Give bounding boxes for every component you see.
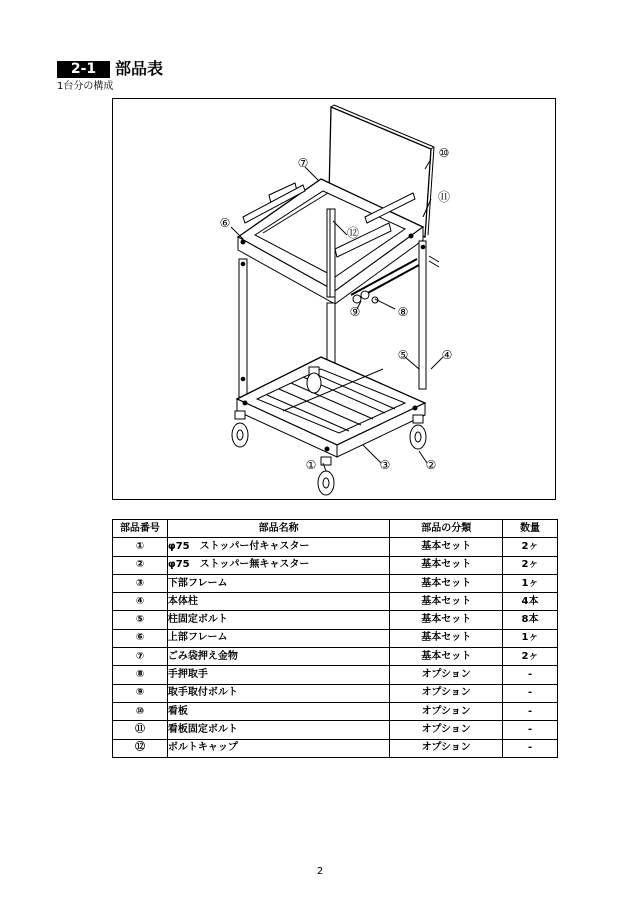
part-name: 看板 bbox=[167, 702, 389, 720]
part-quantity: - bbox=[503, 684, 558, 702]
part-category: オプション bbox=[390, 721, 503, 739]
part-name: 本体柱 bbox=[167, 593, 389, 611]
header-part-category: 部品の分類 bbox=[390, 520, 503, 538]
table-row bbox=[113, 648, 558, 666]
part-quantity: 2ヶ bbox=[503, 538, 558, 556]
callout-11: ⑪ bbox=[437, 190, 451, 204]
part-quantity: 2ヶ bbox=[503, 648, 558, 666]
callout-10: ⑩ bbox=[438, 146, 450, 160]
part-quantity: - bbox=[503, 721, 558, 739]
part-name: 上部フレーム bbox=[167, 629, 389, 647]
part-quantity: - bbox=[503, 702, 558, 720]
callout-7: ⑦ bbox=[297, 156, 309, 170]
part-category: 基本セット bbox=[390, 574, 503, 592]
table-row bbox=[113, 593, 558, 611]
part-name: 取手取付ボルト bbox=[167, 684, 389, 702]
part-category: 基本セット bbox=[390, 593, 503, 611]
callout-12: ⑫ bbox=[346, 226, 360, 240]
callout-3: ③ bbox=[379, 458, 391, 472]
part-number: ⑨ bbox=[113, 684, 168, 702]
part-name: ごみ袋押え金物 bbox=[167, 648, 389, 666]
part-quantity: 8本 bbox=[503, 611, 558, 629]
table-row bbox=[113, 629, 558, 647]
part-category: オプション bbox=[390, 739, 503, 757]
part-quantity: - bbox=[503, 739, 558, 757]
table-row bbox=[113, 739, 558, 757]
table-row bbox=[113, 556, 558, 574]
part-number: ⑥ bbox=[113, 629, 168, 647]
part-name: φ75 ストッパー無キャスター bbox=[167, 556, 389, 574]
part-number: ② bbox=[113, 556, 168, 574]
part-name: 手押取手 bbox=[167, 666, 389, 684]
callout-5: ⑤ bbox=[397, 348, 409, 362]
part-category: 基本セット bbox=[390, 538, 503, 556]
table-header-row bbox=[113, 520, 558, 538]
part-category: 基本セット bbox=[390, 629, 503, 647]
part-quantity: - bbox=[503, 666, 558, 684]
part-category: 基本セット bbox=[390, 648, 503, 666]
part-category: 基本セット bbox=[390, 556, 503, 574]
callout-8: ⑧ bbox=[397, 305, 409, 319]
table-row bbox=[113, 538, 558, 556]
table-row bbox=[113, 721, 558, 739]
table-row bbox=[113, 702, 558, 720]
part-quantity: 1ヶ bbox=[503, 629, 558, 647]
cart-drawing bbox=[113, 99, 557, 501]
part-number: ① bbox=[113, 538, 168, 556]
part-number: ⑤ bbox=[113, 611, 168, 629]
part-number: ⑫ bbox=[113, 739, 168, 757]
part-number: ⑧ bbox=[113, 666, 168, 684]
section-title: 部品表 bbox=[115, 59, 164, 78]
table-row bbox=[113, 611, 558, 629]
assembly-figure bbox=[112, 98, 556, 500]
callout-9: ⑨ bbox=[349, 305, 361, 319]
table-row bbox=[113, 684, 558, 702]
part-name: φ75 ストッパー付キャスター bbox=[167, 538, 389, 556]
part-name: 下部フレーム bbox=[167, 574, 389, 592]
callout-6: ⑥ bbox=[219, 216, 231, 230]
part-name: ボルトキャップ bbox=[167, 739, 389, 757]
header-part-name: 部品名称 bbox=[167, 520, 389, 538]
part-number: ⑩ bbox=[113, 702, 168, 720]
part-number: ⑪ bbox=[113, 721, 168, 739]
part-category: オプション bbox=[390, 702, 503, 720]
section-number: 2-1 bbox=[57, 61, 110, 78]
part-category: 基本セット bbox=[390, 611, 503, 629]
part-category: オプション bbox=[390, 666, 503, 684]
part-number: ⑦ bbox=[113, 648, 168, 666]
part-name: 看板固定ボルト bbox=[167, 721, 389, 739]
callout-4: ④ bbox=[441, 348, 453, 362]
part-number: ④ bbox=[113, 593, 168, 611]
table-row bbox=[113, 666, 558, 684]
header-quantity: 数量 bbox=[503, 520, 558, 538]
part-name: 柱固定ボルト bbox=[167, 611, 389, 629]
section-subtitle: 1台分の構成 bbox=[57, 81, 114, 92]
page-number: 2 bbox=[316, 866, 324, 877]
part-number: ③ bbox=[113, 574, 168, 592]
part-category: オプション bbox=[390, 684, 503, 702]
callout-2: ② bbox=[425, 458, 437, 472]
part-quantity: 2ヶ bbox=[503, 556, 558, 574]
part-quantity: 4本 bbox=[503, 593, 558, 611]
header-part-number: 部品番号 bbox=[113, 520, 168, 538]
parts-table bbox=[112, 519, 558, 758]
table-row bbox=[113, 574, 558, 592]
part-quantity: 1ヶ bbox=[503, 574, 558, 592]
callout-1: ① bbox=[305, 458, 317, 472]
